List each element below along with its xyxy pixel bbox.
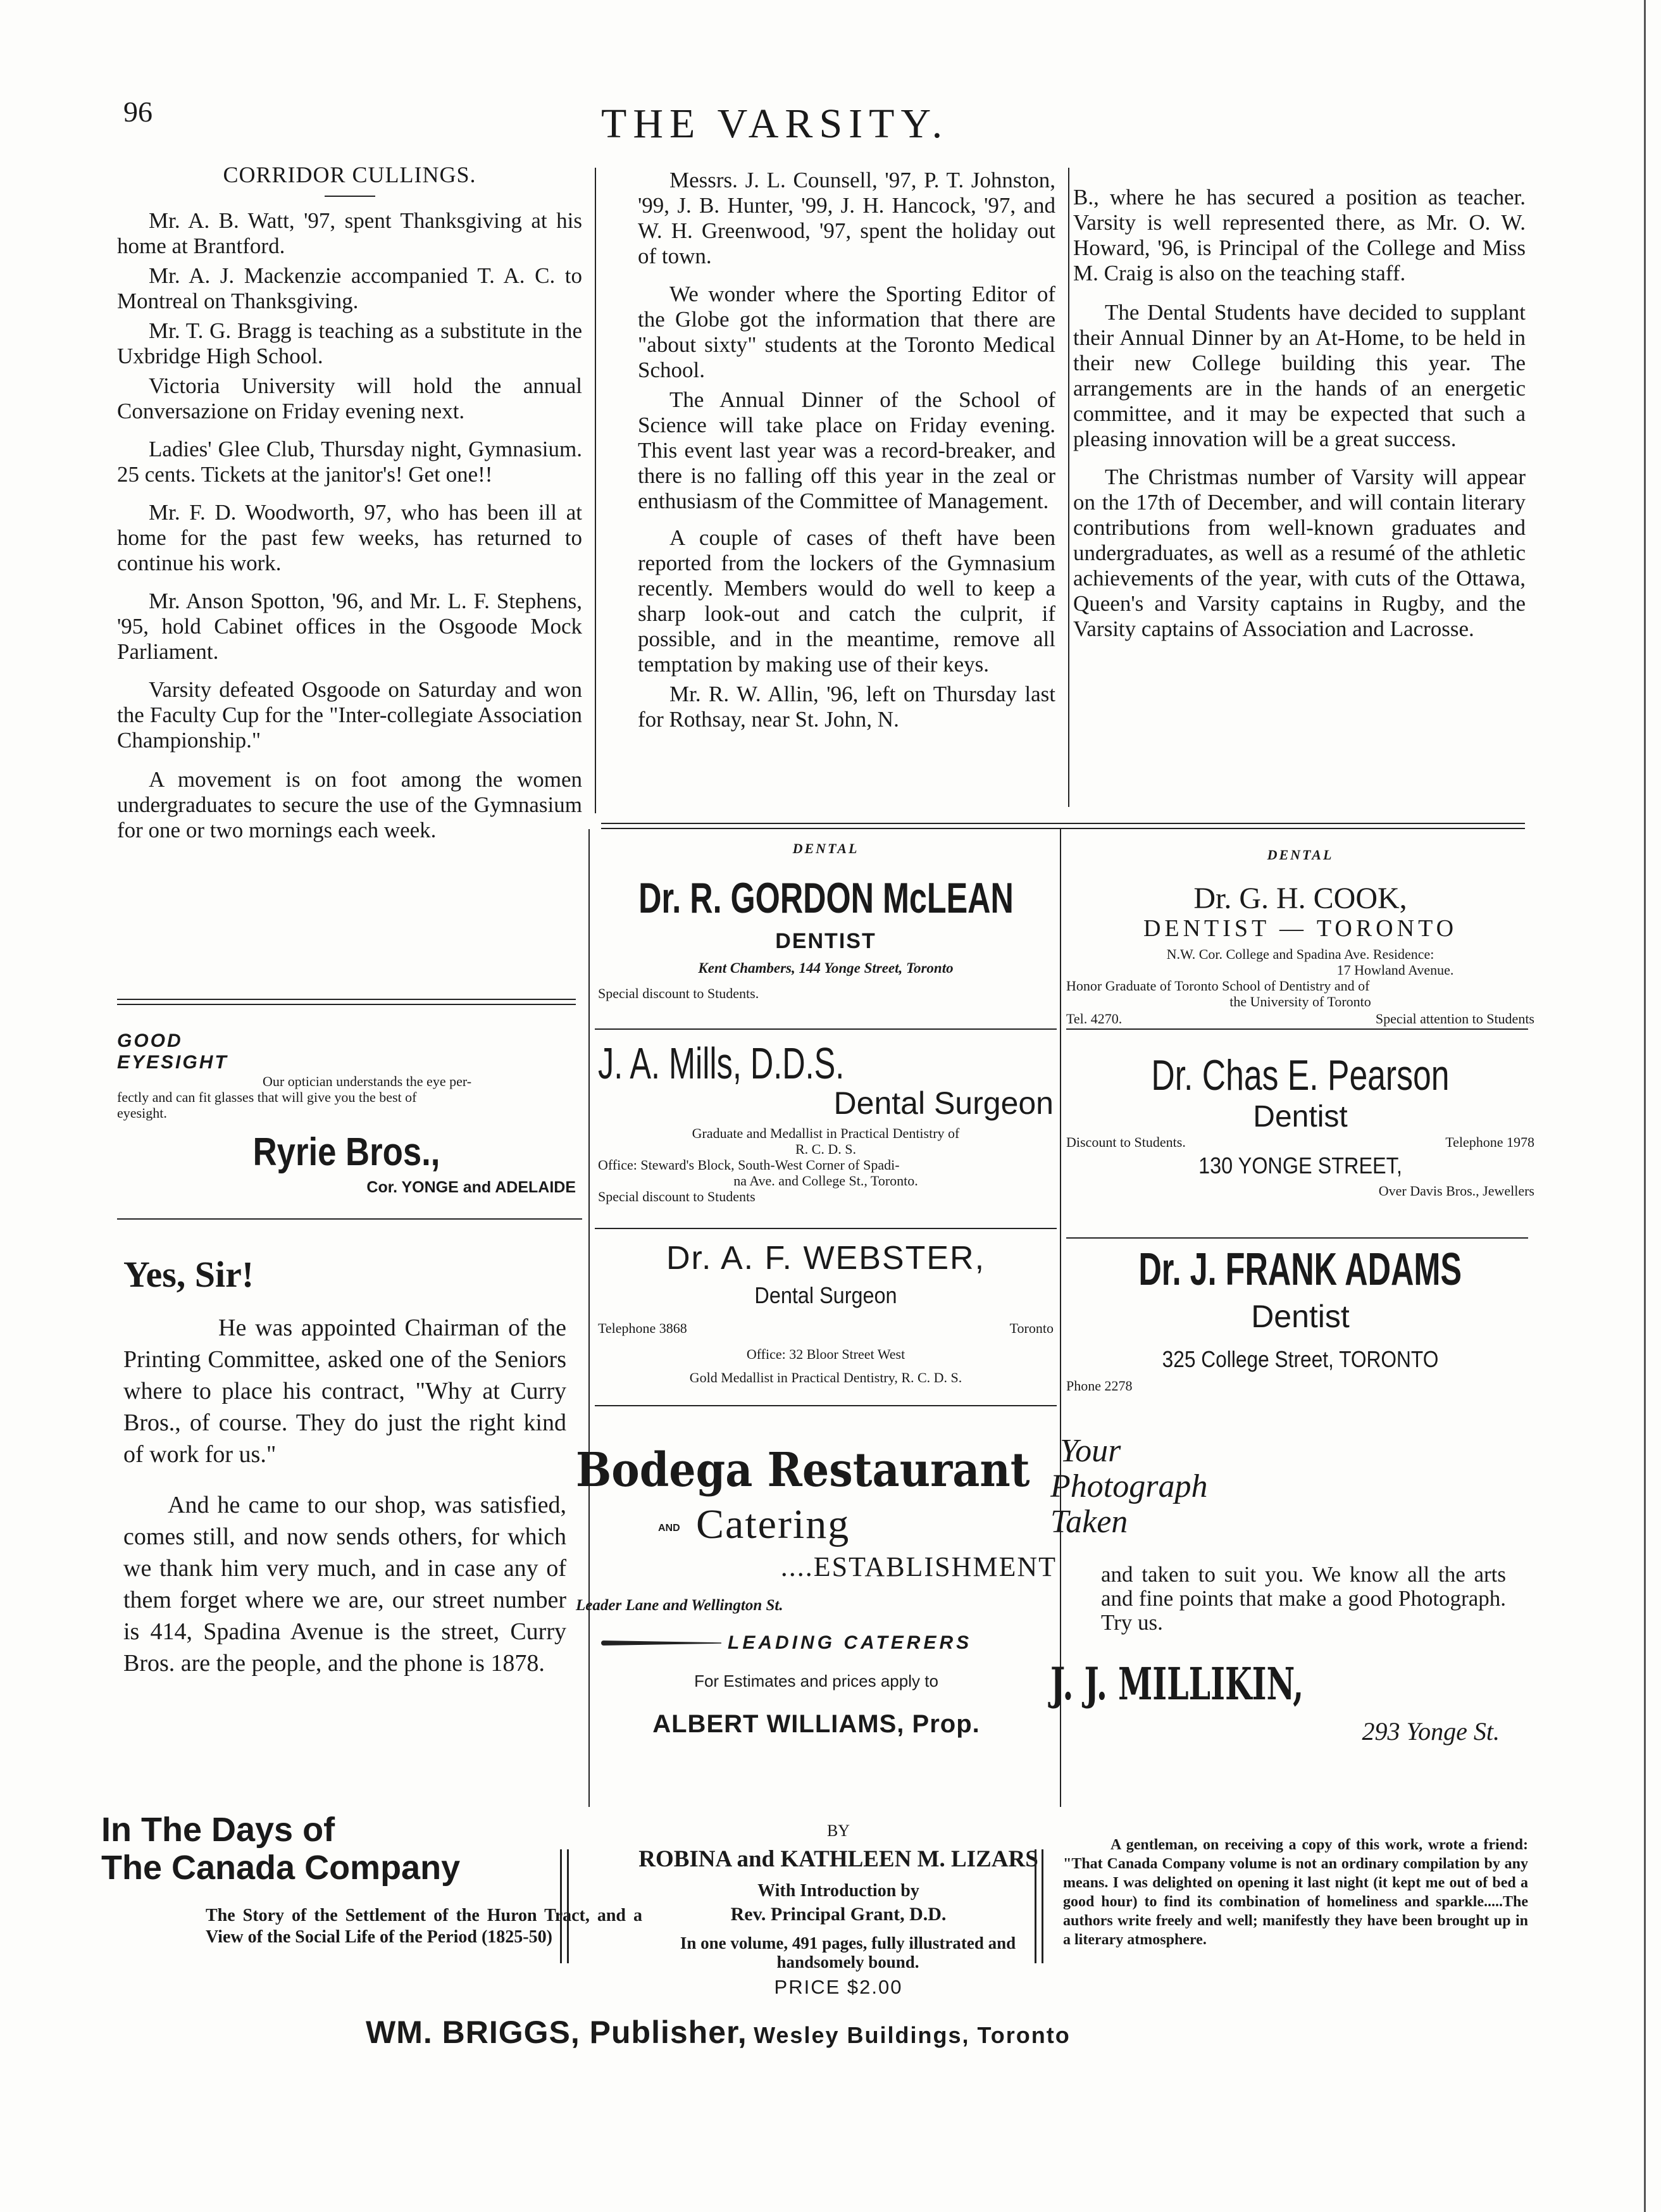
pearson-note: Over Davis Bros., Jewellers	[1378, 1183, 1534, 1199]
webster-medal: Gold Medallist in Practical Dentistry, R. C. D. S.	[689, 1370, 962, 1385]
millikin-name: J. J. MILLIKIN,	[1050, 1658, 1304, 1710]
column-3	[1073, 185, 1526, 646]
bodega-tag: LEADING CATERERS	[728, 1632, 973, 1653]
ad-bodega	[576, 1443, 1057, 1739]
dentist-title: DENTIST	[775, 929, 876, 953]
mills-line: Office: Steward's Block, South-West Corner of Spadi-	[598, 1157, 900, 1173]
cook-line: N.W. Cor. College and Spadina Ave. Residence:	[1166, 946, 1434, 962]
paragraph: Mr. A. B. Watt, '97, spent Thanksgiving at his home at Brantford.	[117, 208, 582, 258]
dentist-name: J. A. Mills, D.D.S.	[598, 1039, 845, 1088]
webster-office: Office: 32 Bloor Street West	[746, 1346, 905, 1362]
paragraph: Mr. R. W. Allin, '96, left on Thursday last for Rothsay, near St. John, N.	[638, 682, 1055, 732]
webster-city: Toronto	[1009, 1320, 1054, 1336]
curry-heading: Yes, Sir!	[123, 1254, 254, 1295]
adams-phone: Phone 2278	[1066, 1378, 1133, 1394]
webster-contact	[598, 1320, 1054, 1336]
paragraph: B., where he has secured a position as teacher. Varsity is well represented there, as Mr. O. W. Howard, '96, is Principal of the College and Miss M. Craig is also on the teaching staff.	[1073, 185, 1526, 285]
column-1	[117, 161, 582, 847]
adams-address: 325 College Street, TORONTO	[1162, 1346, 1439, 1372]
pearson-phone: Telephone 1978	[1445, 1134, 1534, 1150]
book-by: BY	[826, 1821, 850, 1840]
ad-mills	[598, 1038, 1054, 1204]
dentist-name: Dr. G. H. COOK,	[1193, 882, 1407, 915]
book-title: In The Days of	[101, 1811, 335, 1849]
ad-heading: GOOD	[117, 1030, 183, 1051]
ad-cook	[1066, 881, 1534, 1027]
ad-mclean	[598, 873, 1054, 1001]
dentist-address: Kent Chambers, 144 Yonge Street, Toronto	[698, 960, 954, 976]
millikin-heading: Your	[1060, 1433, 1121, 1469]
paragraph: The Christmas number of Varsity will appear on the 17th of December, and will contain literary contributions from well-known graduates and undergraduates, as well as a resumé of the athletic achievements of the year, with cuts of the Ottawa, Queen's and Varsity captains in Rugby, and the Varsity captains of Association and Lacrosse.	[1073, 465, 1526, 641]
ad-pearson	[1066, 1051, 1534, 1199]
book-description: The Story of the Settlement of the Huron Tract, and a View of the Social Life of the Period (1825-50)	[206, 1906, 642, 1947]
paragraph: Mr. F. D. Woodworth, 97, who has been ill at home for the past few weeks, has returned to continue his work.	[117, 500, 582, 575]
bracket-right	[1035, 1849, 1043, 1963]
ad-text: Our optician understands the eye per-	[263, 1073, 472, 1089]
book-intro: With Introduction by	[757, 1881, 919, 1901]
column-2	[638, 168, 1055, 737]
ad-millikin	[1050, 1434, 1531, 1746]
ad-ryrie	[117, 1030, 576, 1197]
ad-text: eyesight.	[117, 1105, 167, 1121]
millikin-heading: Photograph	[1050, 1468, 1208, 1504]
dental-label: DENTAL	[1267, 847, 1334, 863]
book-title: The Canada Company	[101, 1849, 461, 1887]
ad-briggs	[101, 1810, 1538, 2051]
ad-curry	[123, 1253, 566, 1679]
bodega-estimates: For Estimates and prices apply to	[694, 1671, 938, 1690]
publisher-name: WM. BRIGGS, Publisher,	[366, 2015, 747, 2050]
cook-line: 17 Howland Avenue.	[1336, 962, 1454, 978]
paragraph: Mr. A. J. Mackenzie accompanied T. A. C. to Montreal on Thanksgiving.	[117, 263, 582, 313]
paragraph: A couple of cases of theft have been reported from the lockers of the Gymnasium recently. Members would do well to keep a sharp look-out and catch the culprit, if possible, and in the meantime, remove all temptation by making use of their keys.	[638, 525, 1055, 677]
dentist-title: Dentist	[1251, 1299, 1350, 1334]
paragraph: Mr. Anson Spotton, '96, and Mr. L. F. Stephens, '95, hold Cabinet offices in the Osgoode Mock Parliament.	[117, 589, 582, 664]
ryrie-name: Ryrie Bros.,	[252, 1130, 440, 1174]
dental-label: DENTAL	[792, 840, 859, 856]
ad-text: fectly and can fit glasses that will give you the best of	[117, 1089, 417, 1105]
paragraph: He was appointed Chairman of the Printing Committee, asked one of the Seniors where to place his contract, "Why at Curry Bros., of course. They do just the right kind of work for us."	[123, 1315, 566, 1468]
paragraph: Messrs. J. L. Counsell, '97, P. T. Johnston, '99, J. B. Hunter, '99, J. H. Hancock, '97, and W. H. Greenwood, '97, spent the holiday out of town.	[638, 168, 1055, 268]
paragraph: Victoria University will hold the annual Conversazione on Friday evening next.	[117, 373, 582, 423]
page-number: 96	[123, 96, 152, 128]
pearson-street: 130 YONGE STREET,	[1198, 1153, 1402, 1178]
bodega-address: Leader Lane and Wellington St.	[576, 1597, 783, 1614]
dentist-title: DENTIST — TORONTO	[1143, 915, 1458, 942]
millikin-text: and taken to suit you. We know all the arts and fine points that make a good Photograph. Try us.	[1101, 1562, 1506, 1635]
corridor-cullings-text	[117, 208, 582, 843]
publisher-address: Wesley Buildings, Toronto	[754, 2022, 1071, 2048]
dentist-name: Dr. R. GORDON McLEAN	[638, 874, 1014, 922]
dentist-name: Dr. A. F. WEBSTER,	[666, 1240, 986, 1277]
dentist-name: Dr. Chas E. Pearson	[1151, 1051, 1450, 1099]
paragraph: We wonder where the Sporting Editor of the Globe got the information that there are "about sixty" students at the Toronto Medical School.	[638, 282, 1055, 382]
bracket-left	[560, 1849, 569, 1963]
bodega-prop: ALBERT WILLIAMS, Prop.	[652, 1710, 980, 1738]
pearson-contact	[1066, 1134, 1534, 1150]
cook-note: Special attention to Students	[1375, 1011, 1534, 1027]
bodega-and: AND	[658, 1523, 680, 1534]
dentist-title: Dentist	[1253, 1100, 1348, 1134]
dentist-title: Dental Surgeon	[754, 1282, 897, 1308]
section-heading: CORRIDOR CULLINGS.	[223, 162, 476, 187]
paragraph: A movement is on foot among the women undergraduates to secure the use of the Gymnasium for one or two mornings each week.	[117, 767, 582, 842]
book-price: PRICE $2.00	[774, 1976, 903, 1998]
ryrie-address: Cor. YONGE and ADELAIDE	[366, 1178, 576, 1196]
cook-line: the University of Toronto	[1229, 994, 1371, 1009]
paragraph: The Annual Dinner of the School of Science will take place on Friday evening. This event last year was a record-breaker, and there is no falling off this year in the zeal or enthusiasm of the Committee of Management.	[638, 387, 1055, 513]
masthead-title: THE VARSITY.	[601, 101, 949, 147]
book-authors: ROBINA and KATHLEEN M. LIZARS	[638, 1846, 1038, 1872]
paragraph: Ladies' Glee Club, Thursday night, Gymnasium. 25 cents. Tickets at the janitor's! Get one!!	[117, 437, 582, 487]
paragraph: The Dental Students have decided to supplant their Annual Dinner by an At-Home, to be held in their new College building this year. The arrangements are in the hands of an energetic committee, and it may be expected that such a pleasing innovation will be a great success.	[1073, 300, 1526, 451]
bodega-establishment: ....ESTABLISHMENT	[780, 1551, 1057, 1582]
paragraph: And he came to our shop, was satisfied, comes still, and now sends others, for which we thank him very much, and in case any of them forget where we are, our street number is 414, Spadina Avenue is the street, Curry Bros. are the people, and the phone is 1878.	[123, 1492, 566, 1677]
cook-line: Honor Graduate of Toronto School of Dentistry and of	[1066, 978, 1370, 994]
ad-heading: EYESIGHT	[117, 1052, 228, 1073]
ad-webster	[598, 1239, 1054, 1385]
dentist-note: Special discount to Students.	[598, 985, 759, 1001]
dentist-title: Dental Surgeon	[833, 1085, 1054, 1121]
book-volume: In one volume, 491 pages, fully illustrated and handsomely bound.	[680, 1934, 1016, 1971]
cook-contact	[1066, 1011, 1534, 1027]
webster-phone: Telephone 3868	[598, 1320, 687, 1336]
mills-line: na Ave. and College St., Toronto.	[733, 1173, 918, 1189]
millikin-address: 293 Yonge St.	[1362, 1717, 1500, 1746]
book-quote: A gentleman, on receiving a copy of this work, wrote a friend: "That Canada Company volume is not an ordinary compilation by any means. I was delighted on opening it last night (it kept me out of bed a good hour) to find its combination of homeliness and sparkle.....The authors write freely and well; manifestly they have been brought up in a literary atmosphere.	[1063, 1837, 1528, 1948]
ad-adams	[1066, 1244, 1534, 1394]
cook-tel: Tel. 4270.	[1066, 1011, 1123, 1027]
bodega-name: Bodega Restaurant	[576, 1443, 1030, 1497]
bodega-catering: Catering	[696, 1501, 850, 1547]
mills-line: R. C. D. S.	[795, 1141, 856, 1157]
paragraph: Varsity defeated Osgoode on Saturday and won the Faculty Cup for the "Inter-collegiate Association Championship."	[117, 677, 582, 753]
mills-line: Graduate and Medallist in Practical Dentistry of	[692, 1125, 960, 1141]
decorative-rule	[601, 1640, 721, 1646]
book-intro: Rev. Principal Grant, D.D.	[730, 1904, 947, 1925]
mills-note: Special discount to Students	[598, 1189, 756, 1204]
paragraph: Mr. T. G. Bragg is teaching as a substitute in the Uxbridge High School.	[117, 318, 582, 368]
pearson-discount: Discount to Students.	[1066, 1134, 1186, 1150]
millikin-heading: Taken	[1050, 1504, 1128, 1540]
dentist-name: Dr. J. FRANK ADAMS	[1138, 1244, 1462, 1295]
publisher	[366, 2014, 1071, 2051]
